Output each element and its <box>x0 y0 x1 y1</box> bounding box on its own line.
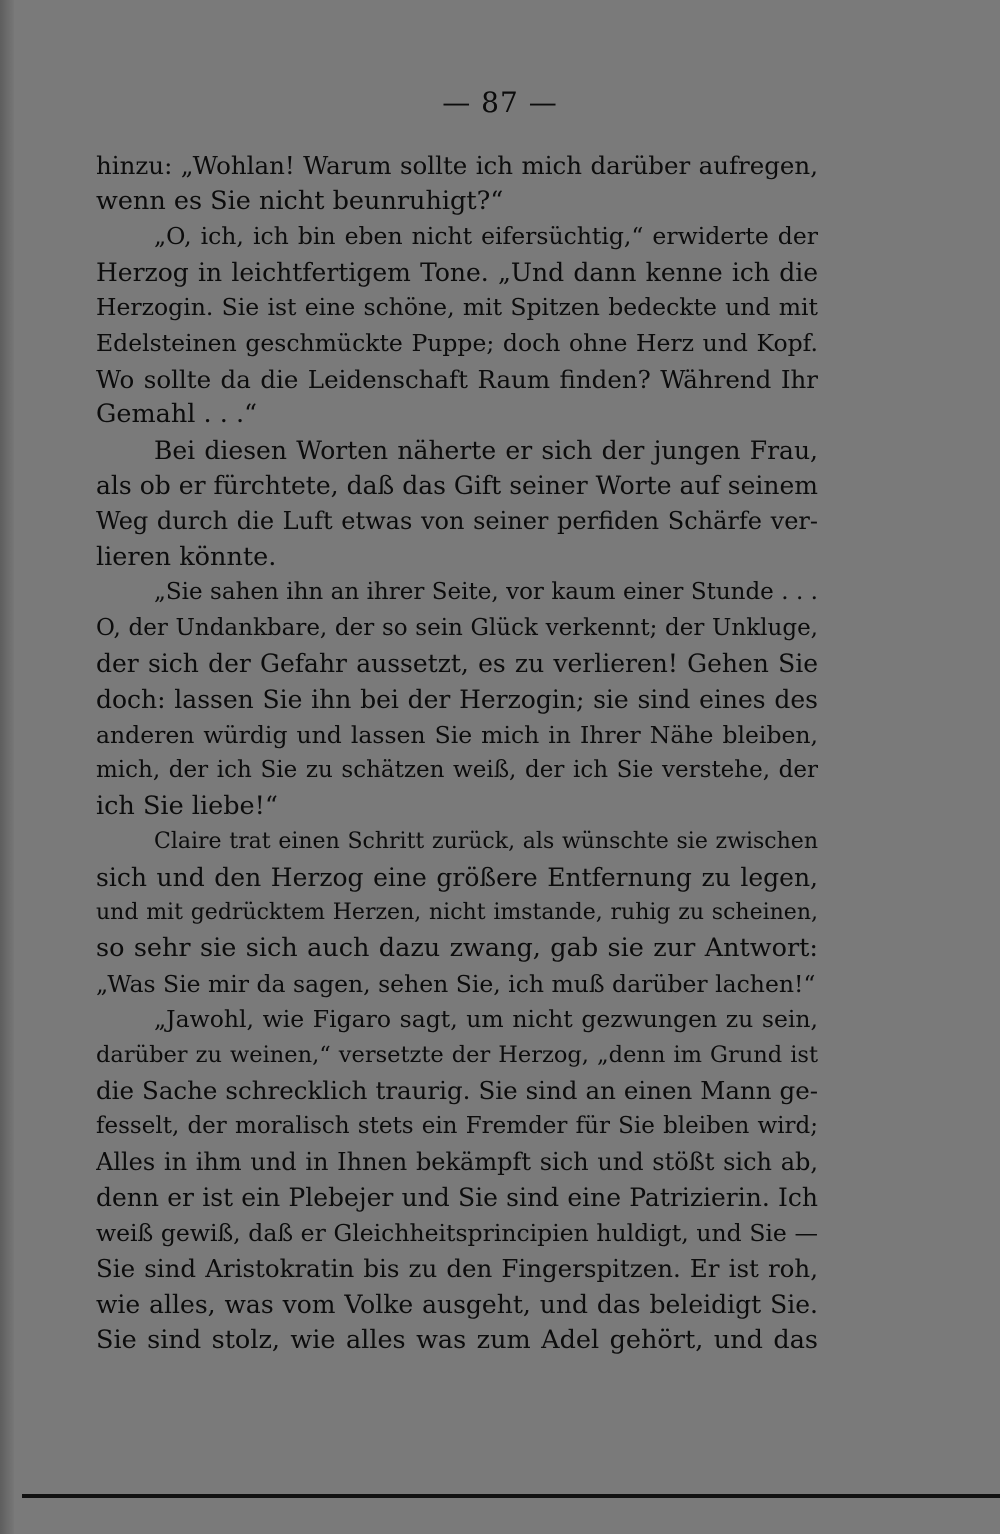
page-edge-shadow <box>0 0 14 1534</box>
text-line: mich, der ich Sie zu schätzen weiß, der ich Sie verstehe, der <box>96 757 818 784</box>
text-line: als ob er fürchtete, daß das Gift seiner Worte auf seinem <box>96 471 818 501</box>
text-line: und mit gedrücktem Herzen, nicht imstande, ruhig zu scheinen, <box>96 900 818 926</box>
text-line: Claire trat einen Schritt zurück, als wünschte sie zwischen <box>154 829 818 855</box>
text-line: „Jawohl, wie Figaro sagt, um nicht gezwungen zu sein, <box>154 1005 818 1034</box>
text-line: Herzog in leichtfertigem Tone. „Und dann kenne ich die <box>96 257 818 287</box>
text-line: wenn es Sie nicht beunruhigt?“ <box>96 185 504 216</box>
text-line: fesselt, der moralisch stets ein Fremder für Sie bleiben wird; <box>96 1113 818 1140</box>
text-line: der sich der Gefahr aussetzt, es zu verlieren! Gehen Sie <box>96 649 818 679</box>
text-line: wie alles, was vom Volke ausgeht, und das beleidigt Sie. <box>96 1290 818 1319</box>
text-line: hinzu: „Wohlan! Warum sollte ich mich darüber aufregen, <box>96 151 818 180</box>
bottom-rule <box>22 1494 1000 1498</box>
text-line: Sie sind Aristokratin bis zu den Fingerspitzen. Er ist roh, <box>96 1254 818 1284</box>
text-line: Sie sind stolz, wie alles was zum Adel gehört, und das <box>96 1324 818 1355</box>
text-line: so sehr sie sich auch dazu zwang, gab sie zur Antwort: <box>96 933 818 964</box>
text-line: darüber zu weinen,“ versetzte der Herzog, „denn im Grund ist <box>96 1041 818 1068</box>
text-line: „Sie sahen ihn an ihrer Seite, vor kaum einer Stunde . . . <box>154 579 818 606</box>
text-line: ich Sie liebe!“ <box>96 790 278 821</box>
text-line: die Sache schrecklich traurig. Sie sind an einen Mann ge- <box>96 1076 818 1106</box>
text-line: lieren könnte. <box>96 541 277 572</box>
text-line: Edelsteinen geschmückte Puppe; doch ohne Herz und Kopf. <box>96 328 818 357</box>
text-line: „Was Sie mir da sagen, sehen Sie, ich muß darüber lachen!“ <box>96 969 816 998</box>
text-line: O, der Undankbare, der so sein Glück verkennt; der Unkluge, <box>96 614 818 641</box>
body-text <box>96 148 818 1358</box>
text-line: anderen würdig und lassen Sie mich in Ihrer Nähe bleiben, <box>96 720 818 749</box>
text-line: Gemahl . . .“ <box>96 399 258 430</box>
text-line: weiß gewiß, daß er Gleichheitsprincipien huldigt, und Sie — <box>96 1218 818 1247</box>
text-line: Bei diesen Worten näherte er sich der jungen Frau, <box>154 435 818 465</box>
text-line: doch: lassen Sie ihn bei der Herzogin; sie sind eines des <box>96 684 818 714</box>
text-line: sich und den Herzog eine größere Entfernung zu legen, <box>96 862 818 892</box>
text-line: Weg durch die Luft etwas von seiner perfiden Schärfe ver- <box>96 506 818 535</box>
text-line: Alles in ihm und in Ihnen bekämpft sich und stößt sich ab, <box>96 1147 818 1176</box>
text-line: denn er ist ein Plebejer und Sie sind eine Patrizierin. Ich <box>96 1183 818 1213</box>
text-line: „O, ich, ich bin eben nicht eifersüchtig,“ erwiderte der <box>154 222 818 251</box>
page-number: — 87 — <box>442 86 558 119</box>
text-line: Wo sollte da die Leidenschaft Raum finden? Während Ihr <box>96 364 818 394</box>
text-line: Herzogin. Sie ist eine schöne, mit Spitzen bedeckte und mit <box>96 293 818 322</box>
